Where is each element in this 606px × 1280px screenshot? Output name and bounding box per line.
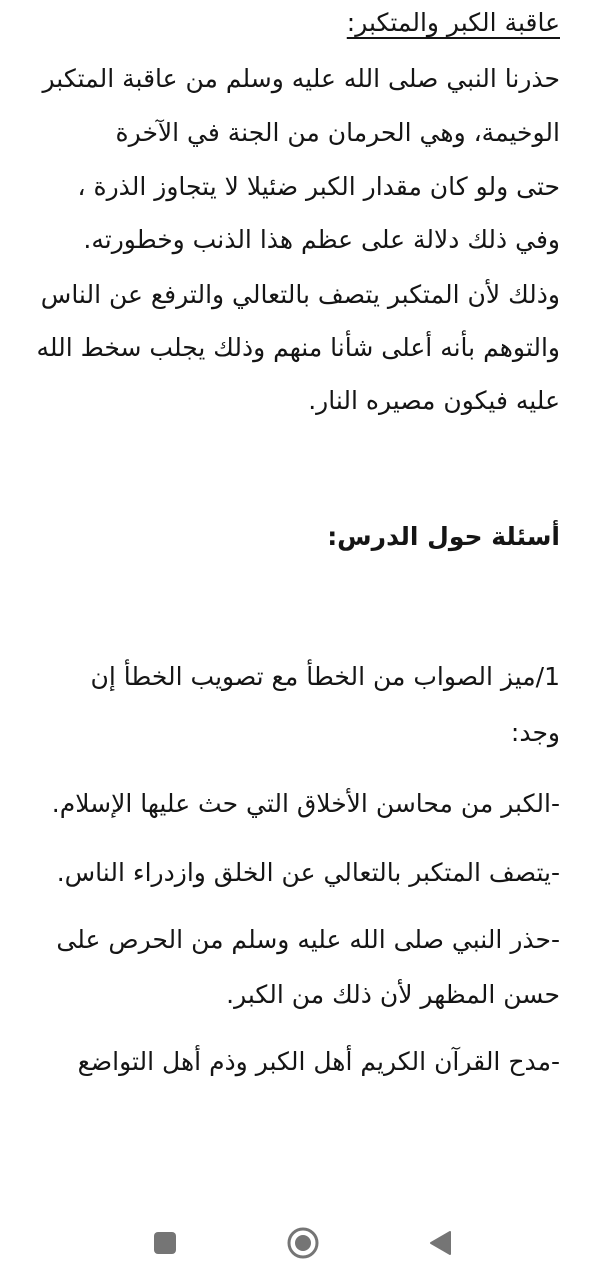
paragraph-line: الوخيمة، وهي الحرمان من الجنة في الآخرة [115, 118, 560, 147]
back-icon [428, 1230, 452, 1256]
statement-line: -مدح القرآن الكريم أهل الكبر وذم أهل التواضع [77, 1047, 560, 1076]
paragraph-line: وذلك لأن المتكبر يتصف بالتعالي والترفع عن الناس [40, 280, 560, 309]
paragraph-line: حتى ولو كان مقدار الكبر ضئيلا لا يتجاوز الذرة ، [77, 172, 560, 201]
statement-line: -الكبر من محاسن الأخلاق التي حث عليها الإسلام. [51, 789, 560, 818]
paragraph-line: عليه فيكون مصيره النار. [308, 386, 560, 415]
questions-heading: أسئلة حول الدرس: [327, 522, 560, 551]
paragraph-line: وفي ذلك دلالة على عظم هذا الذنب وخطورته. [83, 225, 560, 254]
statement-line: -يتصف المتكبر بالتعالي عن الخلق وازدراء الناس. [56, 858, 560, 887]
question-line: 1/ميز الصواب من الخطأ مع تصويب الخطأ إن [90, 662, 560, 691]
paragraph-line: حذرنا النبي صلى الله عليه وسلم من عاقبة المتكبر [42, 64, 560, 93]
system-navigation-bar [0, 1205, 606, 1280]
home-button[interactable] [283, 1223, 323, 1263]
section-heading: عاقبة الكبر والمتكبر: [346, 8, 560, 37]
recents-icon [153, 1231, 177, 1255]
recents-button[interactable] [145, 1223, 185, 1263]
question-line: وجد: [510, 718, 560, 747]
home-icon [286, 1226, 320, 1260]
paragraph-line: والتوهم بأنه أعلى شأنا منهم وذلك يجلب سخط الله [36, 333, 560, 362]
statement-line: حسن المظهر لأن ذلك من الكبر. [226, 980, 560, 1009]
statement-line: -حذر النبي صلى الله عليه وسلم من الحرص على [56, 925, 560, 954]
back-button[interactable] [420, 1223, 460, 1263]
